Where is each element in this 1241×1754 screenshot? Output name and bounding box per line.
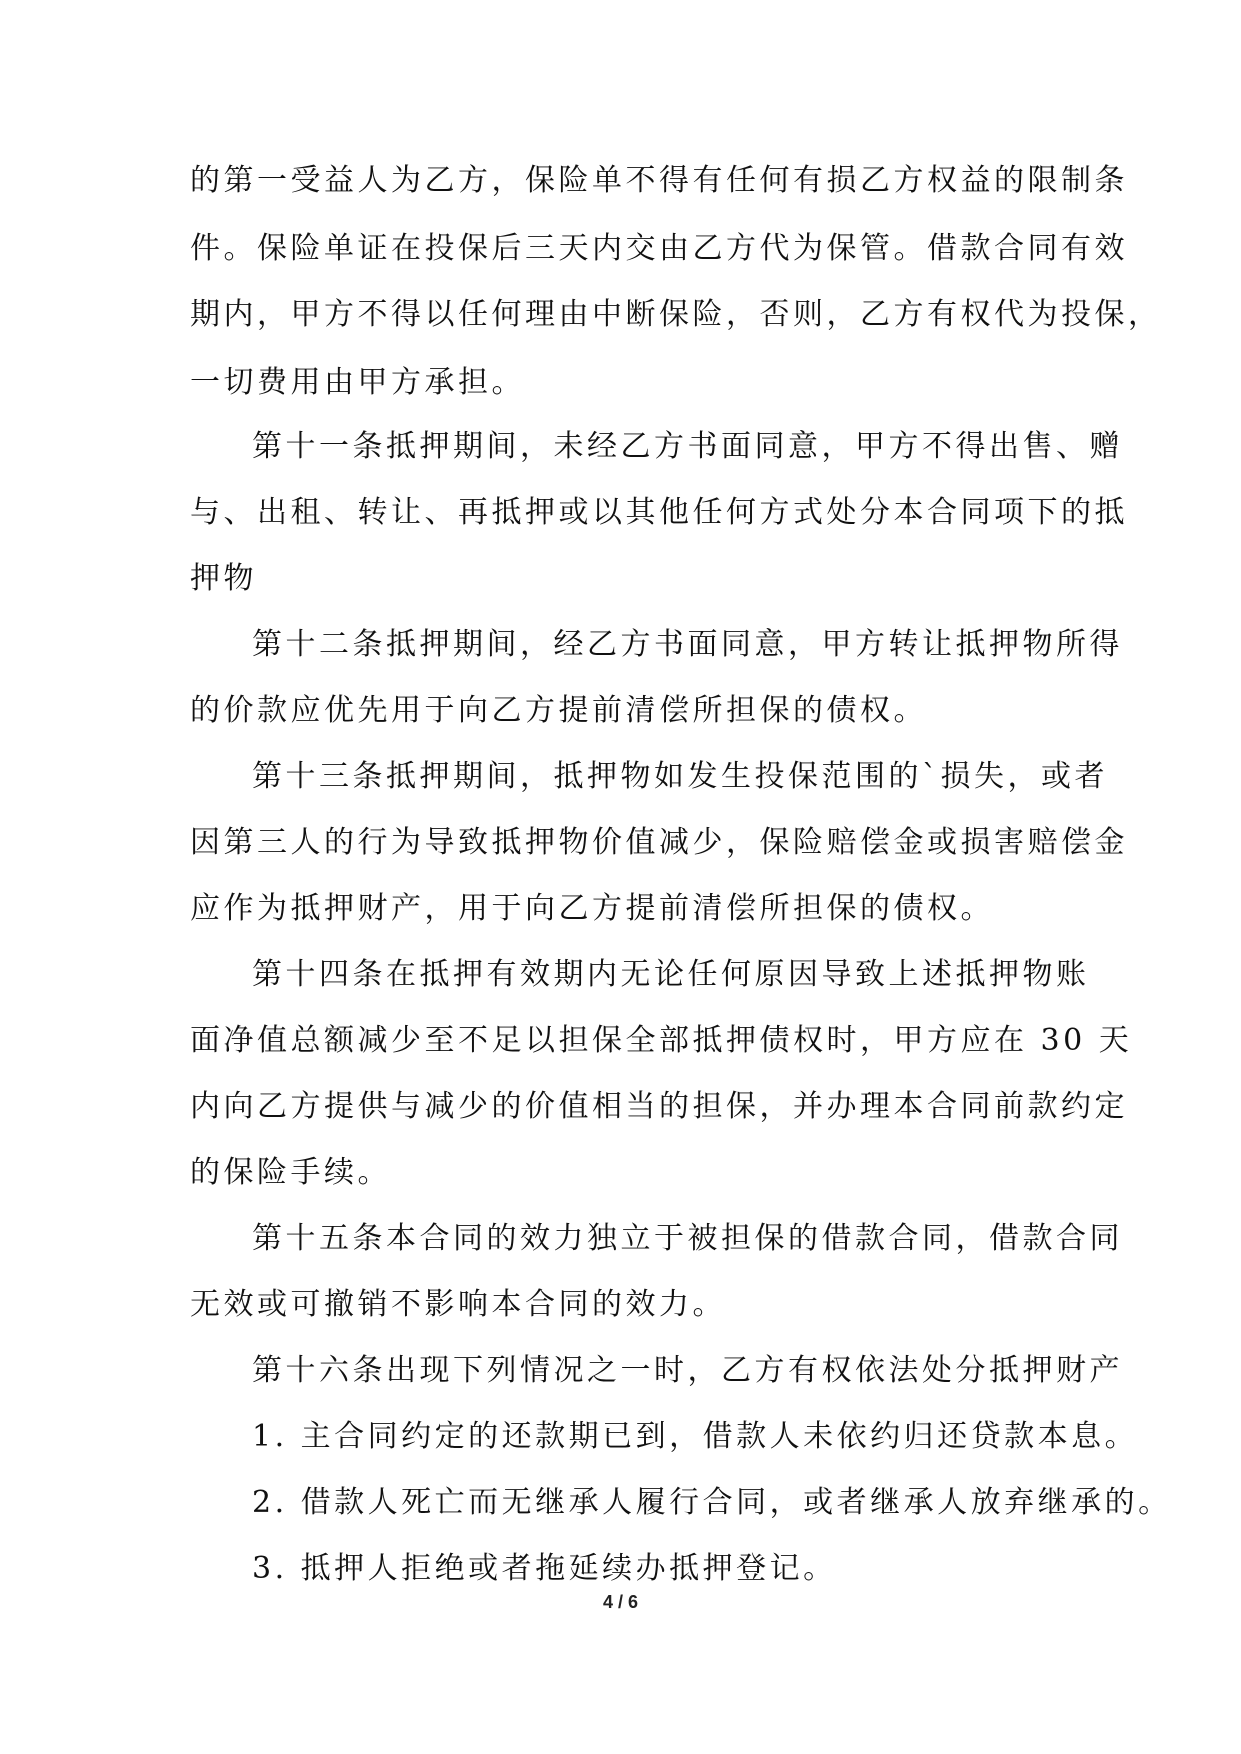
list-item: 2. 借款人死亡而无继承人履行合同，或者继承人放弃继承的。 <box>252 1485 1172 1520</box>
text-line: 因第三人的行为导致抵押物价值减少，保险赔偿金或损害赔偿金 <box>190 825 1128 860</box>
text-line: 与、出租、转让、再抵押或以其他任何方式处分本合同项下的抵 <box>190 495 1128 530</box>
page-number: 4 / 6 <box>602 1592 639 1612</box>
paragraph-start-line: 第十六条出现下列情况之一时，乙方有权依法处分抵押财产 <box>252 1353 1123 1388</box>
text-line: 无效或可撤销不影响本合同的效力。 <box>190 1287 726 1322</box>
paragraph-start-line: 第十三条抵押期间，抵押物如发生投保范围的`损失，或者 <box>252 759 1108 794</box>
paragraph-start-line: 第十四条在抵押有效期内无论任何原因导致上述抵押物账 <box>252 957 1090 992</box>
text-line: 的价款应优先用于向乙方提前清偿所担保的债权。 <box>190 693 927 728</box>
text-line: 的第一受益人为乙方，保险单不得有任何有损乙方权益的限制条 <box>190 163 1128 198</box>
text-line: 押物 <box>190 561 257 596</box>
text-line: 面净值总额减少至不足以担保全部抵押债权时，甲方应在 30 天 <box>190 1023 1133 1058</box>
paragraph-start-line: 第十五条本合同的效力独立于被担保的借款合同，借款合同 <box>252 1221 1123 1256</box>
text-line: 应作为抵押财产，用于向乙方提前清偿所担保的债权。 <box>190 891 994 926</box>
text-line: 件。保险单证在投保后三天内交由乙方代为保管。借款合同有效 <box>190 231 1128 266</box>
list-item: 1. 主合同约定的还款期已到，借款人未依约归还贷款本息。 <box>252 1419 1139 1454</box>
text-line: 的保险手续。 <box>190 1155 391 1190</box>
text-line: 一切费用由甲方承担。 <box>190 365 525 400</box>
paragraph-start-line: 第十二条抵押期间，经乙方书面同意，甲方转让抵押物所得 <box>252 627 1123 662</box>
text-line: 内向乙方提供与减少的价值相当的担保，并办理本合同前款约定 <box>190 1089 1128 1124</box>
paragraph-start-line: 第十一条抵押期间，未经乙方书面同意，甲方不得出售、赠 <box>252 429 1123 464</box>
list-item: 3. 抵押人拒绝或者拖延续办抵押登记。 <box>252 1551 837 1586</box>
text-line: 期内，甲方不得以任何理由中断保险，否则，乙方有权代为投保， <box>190 297 1162 332</box>
